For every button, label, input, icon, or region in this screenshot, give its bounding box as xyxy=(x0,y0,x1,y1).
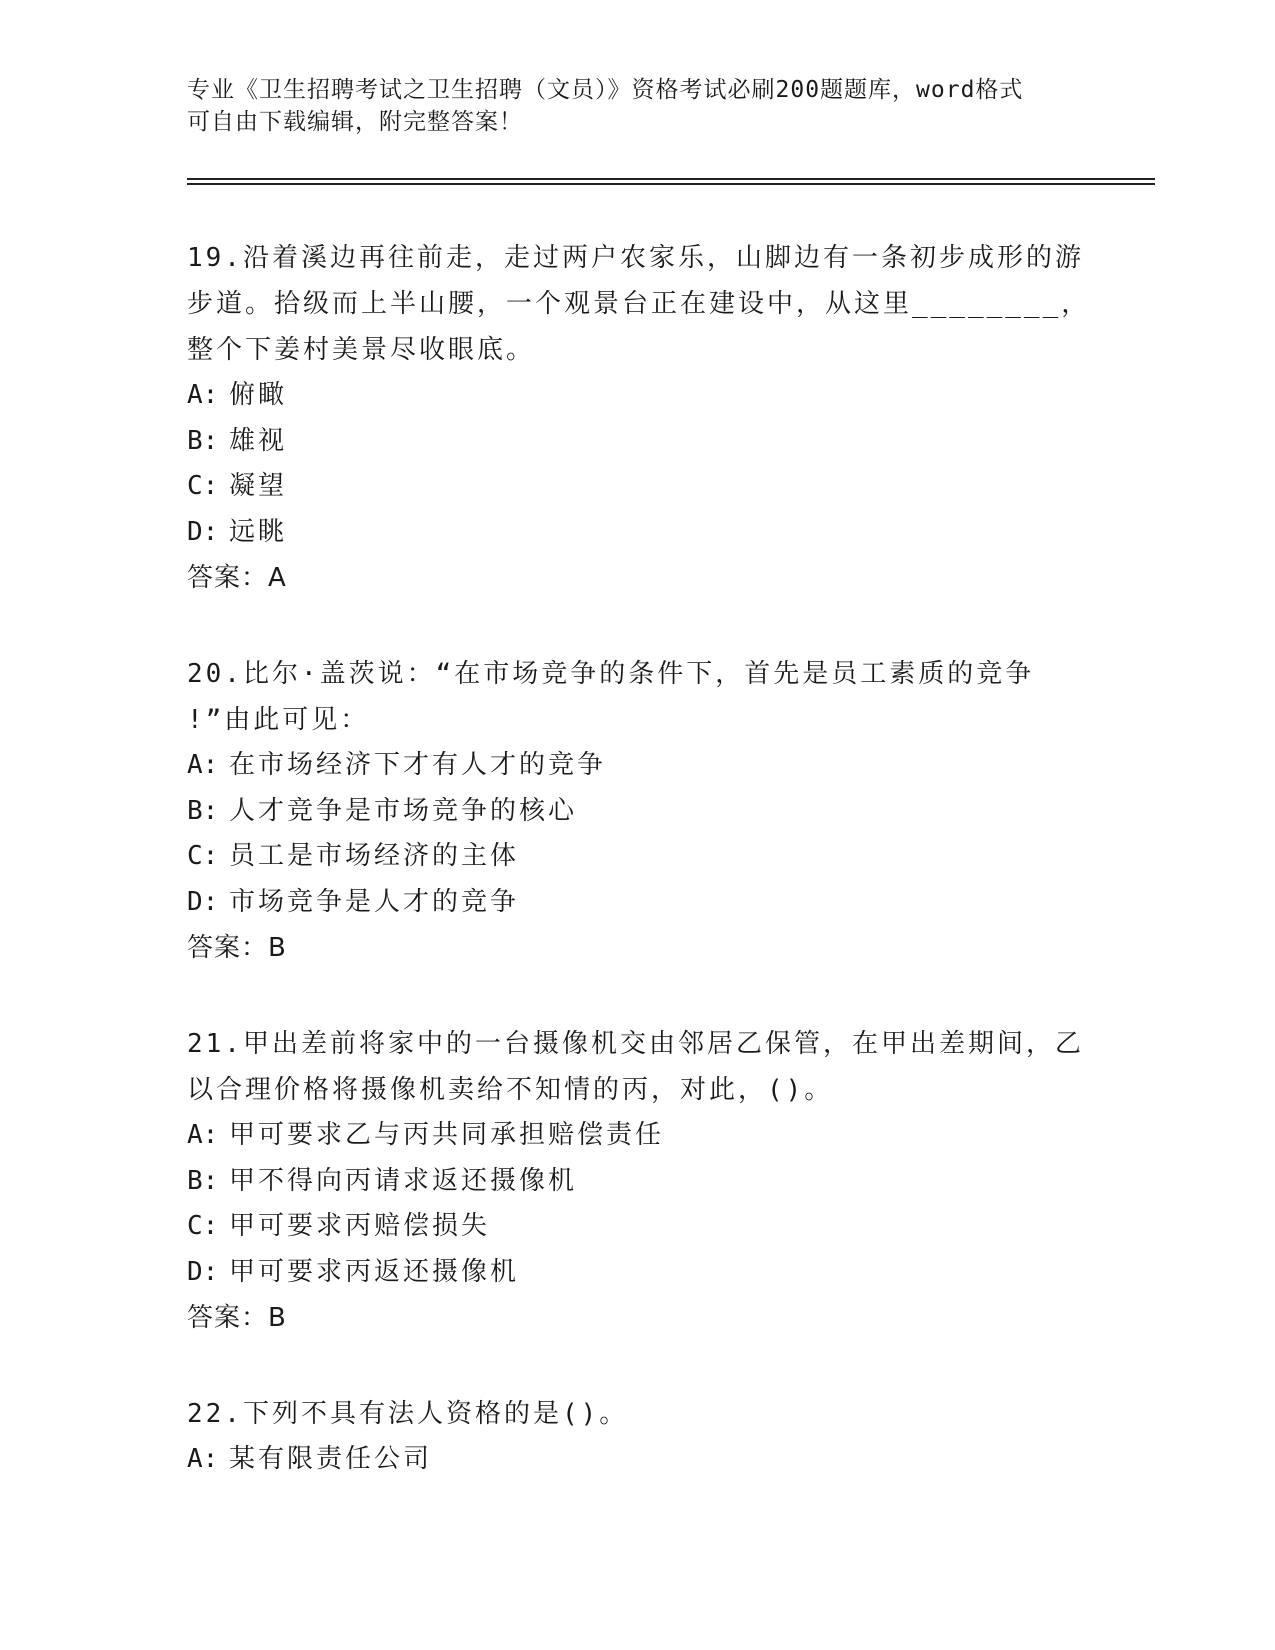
option-letter: A: xyxy=(187,380,219,410)
option-text: 甲可要求丙返还摄像机 xyxy=(229,1256,520,1287)
option-text: 甲可要求乙与丙共同承担赔偿责任 xyxy=(229,1120,665,1150)
stem-line: !”由此可见： xyxy=(187,705,370,735)
option-letter: A: xyxy=(187,1444,219,1474)
header-divider xyxy=(187,183,1155,185)
option-a xyxy=(187,743,1087,789)
document-header xyxy=(187,74,1087,138)
option-letter: A: xyxy=(187,1120,219,1150)
question-stem xyxy=(187,651,1087,743)
option-a xyxy=(187,373,1087,419)
header-line: 专业《卫生招聘考试之卫生招聘（文员）》资格考试必刷200题题库，word格式 xyxy=(187,77,1024,103)
option-letter: D: xyxy=(187,886,219,917)
question-21 xyxy=(187,1021,1087,1341)
option-d xyxy=(187,1250,1087,1296)
option-d xyxy=(187,880,1087,926)
answer-line: 答案：A xyxy=(187,563,287,593)
question-stem xyxy=(187,1021,1087,1113)
option-a xyxy=(187,1113,1087,1159)
answer-line: 答案：B xyxy=(187,933,287,963)
option-b xyxy=(187,1159,1087,1205)
option-text: 市场竞争是人才的竞争 xyxy=(229,886,520,917)
option-text: 人才竞争是市场竞争的核心 xyxy=(229,795,578,826)
option-letter: C: xyxy=(187,471,219,501)
option-letter: B: xyxy=(187,1165,219,1196)
option-text: 甲可要求丙赔偿损失 xyxy=(229,1211,491,1241)
option-text: 凝望 xyxy=(229,471,288,501)
option-text: 甲不得向丙请求返还摄像机 xyxy=(229,1165,578,1196)
stem-line: 20.比尔·盖茨说：“在市场竞争的条件下，首先是员工素质的竞争 xyxy=(187,659,1035,689)
stem-line: 21.甲出差前将家中的一台摄像机交由邻居乙保管，在甲出差期间，乙 xyxy=(187,1029,1084,1059)
stem-line: 整个下姜村美景尽收眼底。 xyxy=(187,335,536,365)
option-d xyxy=(187,510,1087,556)
option-c xyxy=(187,1204,1087,1250)
option-text: 远眺 xyxy=(229,516,288,547)
answer-line: 答案：B xyxy=(187,1303,287,1333)
option-letter: C: xyxy=(187,841,219,871)
option-letter: B: xyxy=(187,795,219,826)
option-text: 在市场经济下才有人才的竞争 xyxy=(229,750,607,780)
option-letter: D: xyxy=(187,1256,219,1287)
stem-line: 以合理价格将摄像机卖给不知情的丙，对此，()。 xyxy=(187,1075,834,1105)
option-a xyxy=(187,1437,1087,1483)
stem-line: 19.沿着溪边再往前走，走过两户农家乐，山脚边有一条初步成形的游 xyxy=(187,243,1084,273)
option-letter: D: xyxy=(187,516,219,547)
question-22 xyxy=(187,1391,1087,1483)
question-stem xyxy=(187,1391,1087,1437)
question-stem xyxy=(187,235,1091,373)
header-line: 可自由下载编辑，附完整答案！ xyxy=(187,109,523,135)
option-text: 俯瞰 xyxy=(229,380,288,410)
question-list xyxy=(187,235,1091,1533)
option-letter: B: xyxy=(187,425,219,456)
option-letter: C: xyxy=(187,1211,219,1241)
option-text: 员工是市场经济的主体 xyxy=(229,841,520,871)
question-19 xyxy=(187,235,1091,601)
option-b xyxy=(187,419,1087,465)
header-divider xyxy=(187,178,1155,180)
stem-line: 步道。拾级而上半山腰，一个观景台正在建设中，从这里________， xyxy=(187,289,1091,319)
option-text: 某有限责任公司 xyxy=(229,1444,433,1474)
option-b xyxy=(187,789,1087,835)
option-text: 雄视 xyxy=(229,425,288,456)
option-c xyxy=(187,464,1087,510)
option-c xyxy=(187,834,1087,880)
option-letter: A: xyxy=(187,750,219,780)
stem-line: 22.下列不具有法人资格的是()。 xyxy=(187,1399,629,1429)
question-20 xyxy=(187,651,1087,971)
